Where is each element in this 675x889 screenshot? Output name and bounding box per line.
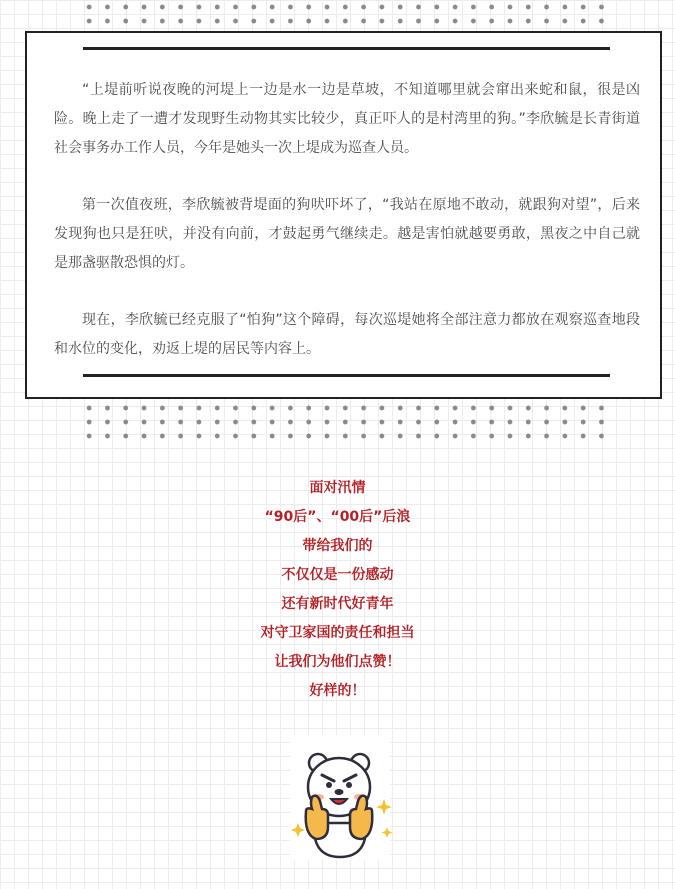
- dot-pattern-bottom: [80, 401, 610, 443]
- closing-line: 还有新时代好青年: [281, 596, 394, 612]
- article-paragraph-2: 第一次值夜班，李欣毓被背堤面的狗吠吓坏了，“我站在原地不敢动，就跟狗对望”，后来发现狗也只是狂吠，并没有向前，才鼓起勇气继续走。越是害怕就越要勇敢，黑夜之中自己就是那盏驱散恐惧的灯。: [54, 197, 640, 271]
- top-rule: [83, 47, 610, 50]
- closing-line: “90后”、“00后”后浪: [264, 509, 411, 525]
- dot-pattern-top: [80, 0, 610, 28]
- bear-thumbs-up-icon: [284, 735, 394, 860]
- closing-line: 带给我们的: [302, 538, 373, 554]
- closing-message: [0, 474, 675, 706]
- closing-line: 不仅仅是一份感动: [281, 567, 394, 583]
- article-box: [25, 31, 662, 399]
- closing-line: 让我们为他们点赞！: [274, 654, 401, 670]
- bottom-rule: [83, 374, 610, 377]
- article-paragraph-3: 现在，李欣毓已经克服了“怕狗”这个障碍，每次巡堤她将全部注意力都放在观察巡查地段和水位的变化，劝返上堤的居民等内容上。: [54, 312, 640, 357]
- closing-line: 对守卫家国的责任和担当: [260, 625, 415, 641]
- article-paragraph-1: “上堤前听说夜晚的河堤上一边是水一边是草坡，不知道哪里就会窜出来蛇和鼠，很是凶险。晚上走了一遭才发现野生动物其实比较少，真正吓人的是村湾里的狗。”李欣毓是长青街道社会事务办工作人员，今年是她头一次上堤成为巡查人员。: [54, 82, 640, 156]
- closing-line: 好样的！: [309, 683, 366, 699]
- closing-line: 面对汛情: [309, 480, 366, 496]
